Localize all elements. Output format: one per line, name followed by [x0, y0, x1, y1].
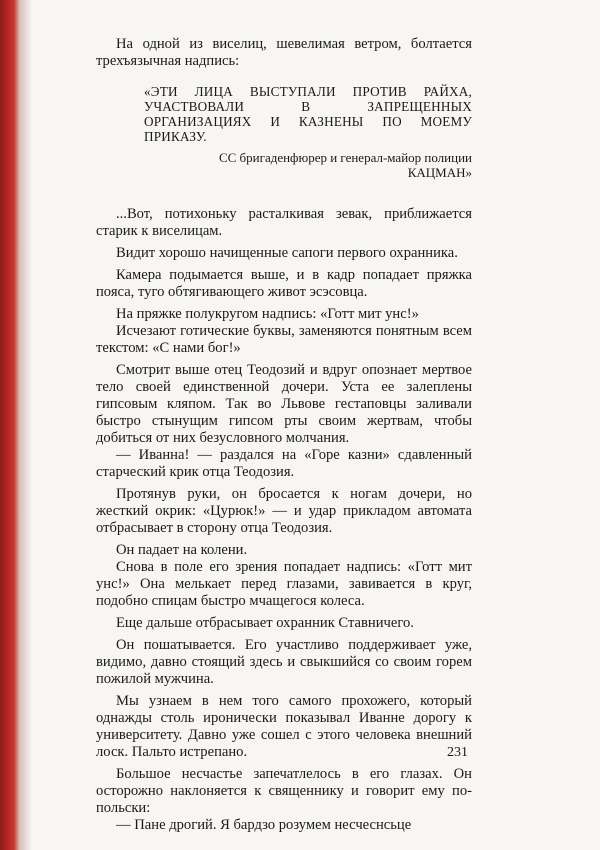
- paragraph: Протянув руки, он бросается к ногам дочери, но жесткий окрик: «Цурюк!» — и удар прикладом автомата отбрасывает в сторону отца Теодозия.: [96, 486, 472, 536]
- paragraph: Видит хорошо начищенные сапоги первого охранника.: [116, 245, 458, 261]
- gallows-notice: «ЭТИ ЛИЦА ВЫСТУПАЛИ ПРОТИВ РАЙХА, УЧАСТВОВАЛИ В ЗАПРЕЩЕННЫХ ОРГАНИЗАЦИЯХ И КАЗНЕНЫ ПО МОЕМУ ПРИКАЗУ.: [144, 84, 472, 144]
- notice-signature: [144, 150, 472, 180]
- paragraph: Снова в поле его зрения попадает надпись: «Готт мит унс!» Она мелькает перед глазами, завивается в круг, подобно спицам быстро мчащегося колеса.: [96, 559, 472, 609]
- signature-name: КАЦМАН»: [407, 165, 472, 180]
- spine-shadow: [20, 0, 32, 850]
- paragraph: Большое несчастье запечатлелось в его глазах. Он осторожно наклоняется к священнику и говорит ему по-польски:: [96, 766, 472, 816]
- paragraph: Мы узнаем в нем того самого прохожего, который однажды столь иронически показывал Иванне дорогу к университету. Давно уже сошел с этого человека внешний лоск. Пальто истрепано.: [96, 693, 472, 760]
- signature-title: СС бригаденфюрер и генерал-майор полиции: [218, 150, 472, 165]
- paragraph: Смотрит выше отец Теодозий и вдруг опознает мертвое тело своей единственной дочери. Уста ее залеплены гипсовым кляпом. Так во Львове гестаповцы заливали быстро стынущим гипсом рты своим жертвам, чтобы добиться от них безусловного молчания.: [96, 362, 472, 446]
- paragraph: На пряжке полукругом надпись: «Готт мит унс!»: [116, 306, 419, 322]
- book-spine-edge: [0, 0, 20, 850]
- paragraph: — Иванна! — раздался на «Горе казни» сдавленный старческий крик отца Теодозия.: [96, 447, 472, 480]
- paragraph: Исчезают готические буквы, заменяются понятным всем текстом: «С нами бог!»: [96, 323, 472, 356]
- paragraph: Еще дальше отбрасывает охранник Ставничего.: [116, 615, 414, 631]
- paragraph: Он пошатывается. Его участливо поддерживает уже, видимо, давно стоящий здесь и свыкшийся со своим горем пожилой мужчина.: [96, 637, 472, 687]
- paragraph: ...Вот, потихоньку расталкивая зевак, приближается старик к виселицам.: [96, 206, 472, 239]
- paragraph: Он падает на колени.: [116, 542, 248, 558]
- page-text: [96, 36, 472, 834]
- page-number: 231: [447, 745, 468, 760]
- paragraph: — Пане дрогий. Я бардзо розумем несчеснсьце: [116, 817, 412, 833]
- paragraph: Камера подымается выше, и в кадр попадает пряжка пояса, туго обтягивающего живот эсэсовца.: [96, 267, 472, 300]
- paragraph: На одной из виселиц, шевелимая ветром, болтается трехъязычная надпись:: [96, 36, 472, 69]
